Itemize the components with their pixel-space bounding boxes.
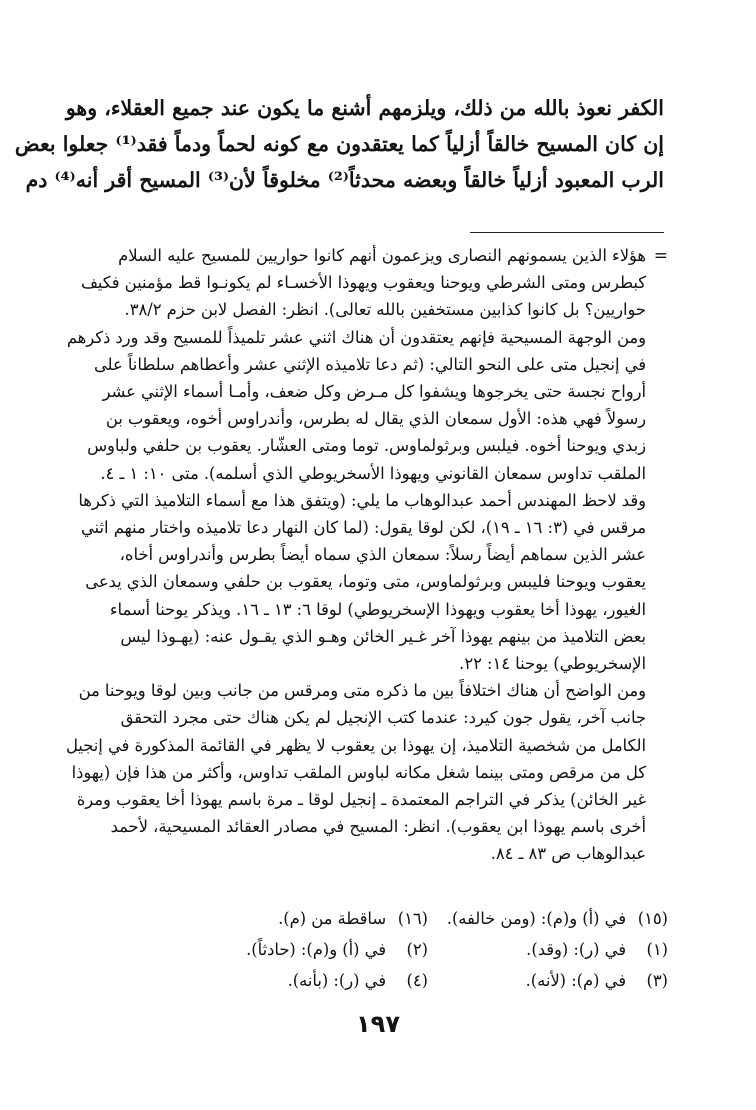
footnote-line: عشر الذين سماهم أيضاً رسلاً: سمعان الذي سماه أيضاً بطرس وأندراوس أخاه، <box>119 545 646 565</box>
main-body-text <box>14 90 664 198</box>
footnote-line: في إنجيل متى على النحو التالي: (ثم دعا تلاميذه الإثني عشر وأعطاهم سلطاناً على <box>93 354 646 374</box>
variant-note <box>168 903 428 934</box>
footnote-line: حواريين؟ بل كانوا كذابين مستخفين بالله تعالى). انظر: الفصل لابن حزم ٣٨/٢. <box>124 300 646 320</box>
footnote-line: أخرى باسم يهوذا ابن يعقوب). انظر: المسيح في مصادر العقائد المسيحية، لأحمد <box>110 817 646 837</box>
variant-number: (١) <box>646 940 668 959</box>
variant-number: (١٥) <box>637 909 668 928</box>
variant-number: (٤) <box>406 971 428 990</box>
variant-text: في (أ) و(م): (حادثاً). <box>246 940 386 959</box>
variant-row <box>168 965 668 996</box>
variant-readings <box>168 903 668 996</box>
footnote-separator <box>470 232 664 233</box>
variant-text: في (ر): (وقد). <box>526 940 626 959</box>
variant-number: (١٦) <box>397 909 428 928</box>
variant-text: في (أ) و(م): (ومن خالفه). <box>446 909 626 928</box>
main-text-line: الرب المعبود أزلياً خالقاً وبعضه محدثاً⁽²⁾ مخلوقاً لأن⁽³⁾ المسيح أقر أنه⁽⁴⁾ دم <box>25 168 664 192</box>
footnote-line: جانب آخر، يقول جون كيرد: عندما كتب الإنجيل لم يكن هناك حتى مجرد التحقق <box>120 708 646 728</box>
footnote-line: الملقب تداوس سمعان القانوني ويهوذا الأسخريوطي الذي أسلمه). متى ١٠: ١ ـ ٤. <box>100 463 646 483</box>
page-number: ١٩٧ <box>356 1010 400 1038</box>
variant-text: ساقطة من (م). <box>278 909 386 928</box>
footnote-line: بعض التلاميذ من بينهم يهوذا آخر غـير الخائن وهـو الذي يقـول عنه: (يهـوذا ليس <box>120 626 646 646</box>
main-text-line: الكفر نعوذ بالله من ذلك، ويلزمهم أشنع ما يكون عند جميع العقلاء، وهو <box>65 96 664 120</box>
variant-text: في (ر): (بأنه). <box>287 971 386 990</box>
footnote-line: عبدالوهاب ص ٨٣ ـ ٨٤. <box>490 844 646 864</box>
footnote-line: زبدي ويوحنا أخوه. فيلبس وبرثولماوس. توما ومتى العشّار. يعقوب بن حلفي ولباوس <box>87 436 646 456</box>
footnote-continuation-mark: = <box>653 246 668 266</box>
footnotes-block <box>65 242 646 868</box>
main-text-line: إن كان المسيح خالقاً أزلياً كما يعتقدون مع كونه لحماً ودماً فقد⁽¹⁾ جعلوا بعض <box>14 132 664 156</box>
variant-row <box>168 934 668 965</box>
footnote-line: كل من مرقص ومتى بينما شغل مكانه لباوس الملقب تداوس، وأكثر من هذا فإن (يهوذا <box>71 762 646 782</box>
footnote-line: الإسخريوطي) يوحنا ١٤: ٢٢. <box>459 654 646 674</box>
variant-note <box>428 934 668 965</box>
footnote-line: مرقس في (٣: ١٦ ـ ١٩)، لكن لوقا يقول: (لما كان النهار دعا تلاميذه واختار منهم اثني <box>80 518 646 538</box>
footnote-line: الكامل من شخصية التلاميذ، إن يهوذا بن يعقوب لا يظهر في القائمة المذكورة في إنجيل <box>65 735 646 755</box>
variant-number: (٣) <box>646 971 668 990</box>
footnote-line: يعقوب ويوحنا فليبس وبرثولماوس، متى وتوما، يعقوب بن حلفي وسمعان الذي يدعى <box>85 572 646 592</box>
variant-number: (٢) <box>406 940 428 959</box>
footnote-line: ومن الواضح أن هناك اختلافاً بين ما ذكره متى ومرقس من جانب وبين لوقا ويوحنا من <box>78 681 646 701</box>
variant-row <box>168 903 668 934</box>
footnote-line: غير الخائن) يذكر في التراجم المعتمدة ـ إنجيل لوقا ـ مرة باسم يهوذا أخا يعقوب ومرة <box>76 790 646 810</box>
variant-note <box>428 965 668 996</box>
variant-text: في (م): (لأنه). <box>525 971 626 990</box>
variant-note <box>168 934 428 965</box>
variant-note <box>168 965 428 996</box>
footnote-line: أرواح نجسة حتى يخرجوها ويشفوا كل مـرض وكل ضعف، وأمـا أسماء الإثني عشر <box>102 382 646 402</box>
footnote-line: كبطرس ومتى الشرطي ويوحنا ويعقوب ويهوذا الأخسـاء لم يكونـوا قط مؤمنين فكيف <box>80 273 646 293</box>
footnote-line: الغيور، يهوذا أخا يعقوب ويهوذا الإسخريوطي) لوقا ٦: ١٣ ـ ١٦. ويذكر يوحنا أسماء <box>109 599 646 619</box>
footnote-line: وقد لاحظ المهندس أحمد عبدالوهاب ما يلي: (ويتفق هذا مع أسماء التلاميذ التي ذكرها <box>78 490 646 510</box>
footnote-line: رسولاً فهي هذه: الأول سمعان الذي يقال له بطرس، وأندراوس أخوه، ويعقوب بن <box>105 409 646 429</box>
footnote-line: هؤلاء الذين يسمونهم النصارى ويزعمون أنهم كانوا حواريين للمسيح عليه السلام <box>118 246 646 265</box>
footnote-line: ومن الوجهة المسيحية فإنهم يعتقدون أن هناك اثني عشر تلميذاً للمسيح وقد ورد ذكرهم <box>66 327 646 347</box>
variant-note <box>428 903 668 934</box>
